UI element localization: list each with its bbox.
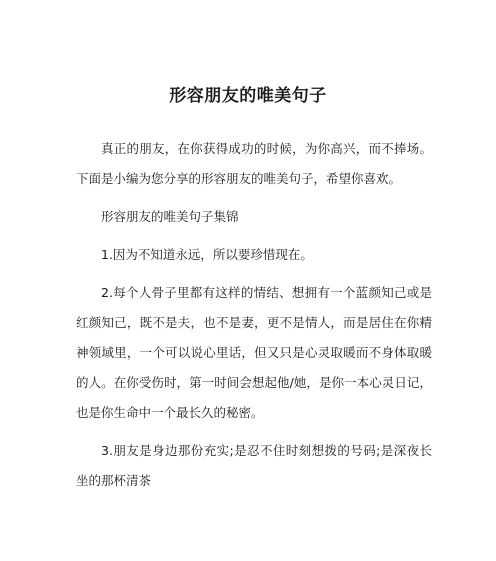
section-heading: 形容朋友的唯美句子集锦	[101, 209, 239, 224]
quote-item-1: 1.因为不知道永远，所以要珍惜现在。	[101, 247, 313, 262]
quote-item-2: 2.每个人骨子里都有这样的情结、想拥有一个蓝颜知己或是红颜知己，既不是夫，也不是妻，更不是情人，而是居住在你精神领域里，一个可以说心里话，但又只是心灵取暖而不身体取暖的人。在你受伤时，第一时间会想起他/她，是你一本心灵日记，也是你生命中一个最长久的秘密。	[76, 285, 432, 420]
quote-item-3: 3.朋友是身边那份充实;是忍不住时刻想拨的号码;是深夜长坐的那杯清茶	[76, 443, 432, 488]
document-body	[76, 134, 432, 504]
intro-paragraph: 真正的朋友，在你获得成功的时候，为你高兴，而不捧场。下面是小编为您分享的形容朋友的唯美句子，希望你喜欢。	[76, 141, 432, 186]
document-title: 形容朋友的唯美句子	[169, 86, 327, 106]
